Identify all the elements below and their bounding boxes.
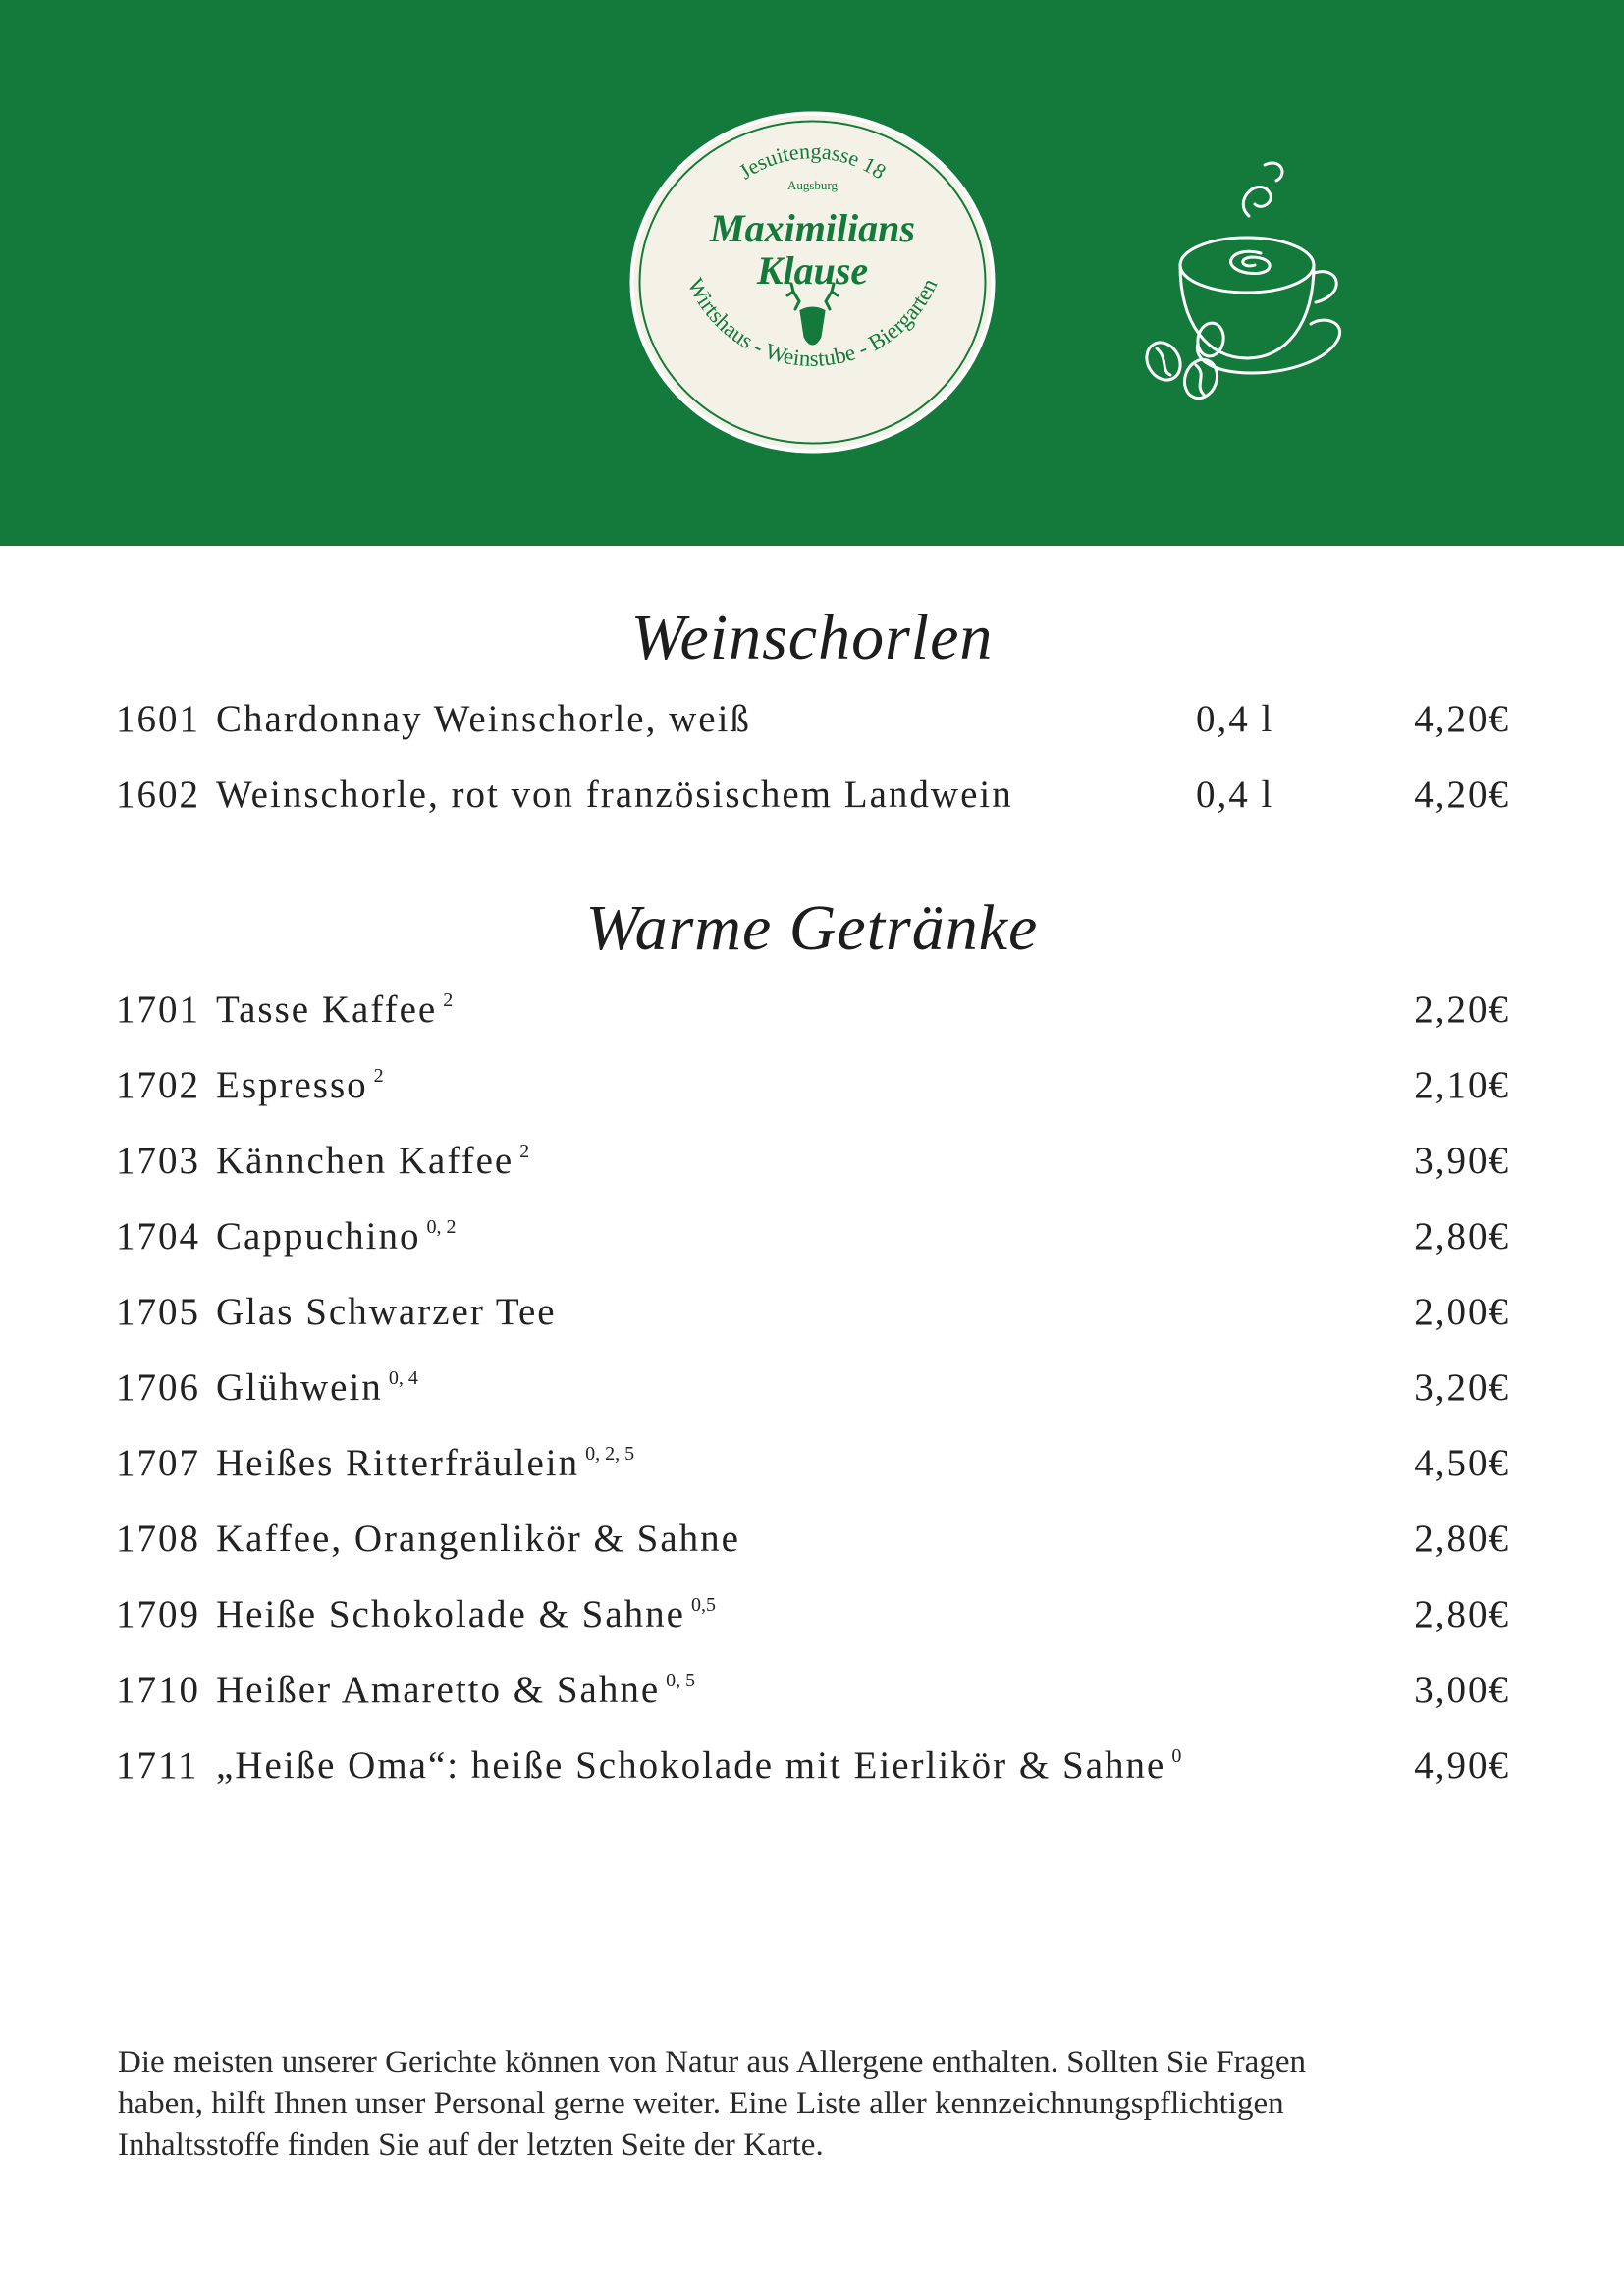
item-price: 4,20€ (1414, 774, 1510, 816)
allergen-codes: 2 (443, 989, 454, 1011)
item-number: 1701 (116, 988, 200, 1031)
item-volume: 0,4 l (1196, 698, 1274, 740)
logo-tagline: Wirtshaus - Weinstube - Biergarten (682, 274, 943, 371)
item-price: 2,10€ (1414, 1064, 1510, 1106)
menu-item (116, 1441, 1510, 1500)
item-name: Kaffee, Orangenlikör & Sahne (216, 1518, 740, 1560)
item-number: 1709 (116, 1593, 200, 1635)
item-name: Glas Schwarzer Tee (216, 1291, 557, 1333)
allergen-notice-line: Inhaltsstoffe finden Sie auf der letzten Seite der Karte. (118, 2127, 824, 2163)
allergen-notice-line: Die meisten unserer Gerichte können von Natur aus Allergene enthalten. Sollten Sie Fragen (118, 2045, 1306, 2080)
menu-item (116, 1592, 1510, 1651)
item-price: 3,90€ (1414, 1140, 1510, 1182)
item-price: 2,80€ (1414, 1215, 1510, 1257)
allergen-codes: 0, 5 (666, 1670, 696, 1691)
allergen-codes: 2 (519, 1141, 530, 1162)
allergen-notice-line: haben, hilft Ihnen unser Personal gerne weiter. Eine Liste aller kennzeichnungspflichtigen (118, 2086, 1284, 2121)
allergen-codes: 0 (1171, 1745, 1182, 1767)
menu-item (116, 1214, 1510, 1273)
item-name: Weinschorle, rot von französischem Landwein (216, 774, 1013, 816)
menu-item (116, 988, 1510, 1046)
logo-city: Augsburg (786, 178, 839, 192)
logo-name-line2: Klause (756, 248, 869, 293)
section-title-weinschorlen: Weinschorlen (630, 602, 994, 673)
item-number: 1710 (116, 1669, 200, 1711)
allergen-notice (118, 2042, 1492, 2165)
coffee-cup-icon (1139, 147, 1389, 407)
item-name: Heißes Ritterfräulein $^{0, 2, 5}$ (216, 1442, 635, 1484)
item-price: 2,00€ (1414, 1291, 1510, 1333)
item-number: 1707 (116, 1442, 200, 1484)
item-price: 2,20€ (1414, 988, 1510, 1031)
menu-item (116, 1743, 1510, 1802)
item-number: 1703 (116, 1140, 200, 1182)
allergen-codes: 0, 2, 5 (585, 1443, 635, 1465)
logo-address: Jesuitengasse 18 (733, 138, 891, 185)
menu-item (116, 1668, 1510, 1727)
item-price: 4,50€ (1414, 1442, 1510, 1484)
restaurant-logo (628, 109, 997, 455)
allergen-codes: 0, 2 (426, 1216, 457, 1238)
item-name: Heißer Amaretto & Sahne $^{0, 5}$ (216, 1669, 696, 1711)
item-number: 1704 (116, 1215, 200, 1257)
item-name: Tasse Kaffee $^2$ (216, 988, 454, 1031)
item-name: Chardonnay Weinschorle, weiß (216, 698, 751, 740)
menu-item (116, 1290, 1510, 1349)
item-volume: 0,4 l (1196, 774, 1274, 816)
item-price: 3,00€ (1414, 1669, 1510, 1711)
allergen-codes: 2 (373, 1065, 384, 1087)
item-number: 1601 (116, 698, 200, 740)
item-price: 4,90€ (1414, 1744, 1510, 1787)
item-number: 1602 (116, 774, 200, 816)
item-name: Heiße Schokolade & Sahne $^{0,5}$ (216, 1593, 716, 1635)
item-price: 3,20€ (1414, 1366, 1510, 1409)
item-name: Kännchen Kaffee $^2$ (216, 1140, 530, 1182)
menu-item (116, 1365, 1510, 1424)
item-price: 2,80€ (1414, 1518, 1510, 1560)
section-title-warme-getraenke: Warme Getränke (585, 892, 1039, 964)
menu-item (116, 1063, 1510, 1122)
item-name: Glühwein $^{0, 4}$ (216, 1366, 418, 1409)
item-number: 1705 (116, 1291, 200, 1333)
item-number: 1702 (116, 1064, 200, 1106)
item-price: 2,80€ (1414, 1593, 1510, 1635)
item-price: 4,20€ (1414, 698, 1510, 740)
header-banner (0, 0, 1624, 546)
menu-item (116, 773, 1510, 831)
item-name: „Heiße Oma“: heiße Schokolade mit Eierlikör & Sahne $^0$ (216, 1744, 1182, 1787)
allergen-codes: 0, 4 (388, 1367, 418, 1389)
item-name: Espresso $^2$ (216, 1064, 384, 1106)
allergen-codes: 0,5 (690, 1594, 716, 1616)
menu-item (116, 1139, 1510, 1198)
item-name: Cappuchino $^{0, 2}$ (216, 1215, 457, 1257)
menu-item (116, 697, 1510, 756)
item-number: 1708 (116, 1518, 200, 1560)
item-number: 1706 (116, 1366, 200, 1409)
menu-item (116, 1517, 1510, 1575)
item-number: 1711 (116, 1744, 199, 1787)
logo-name-line1: Maximilians (710, 206, 915, 250)
